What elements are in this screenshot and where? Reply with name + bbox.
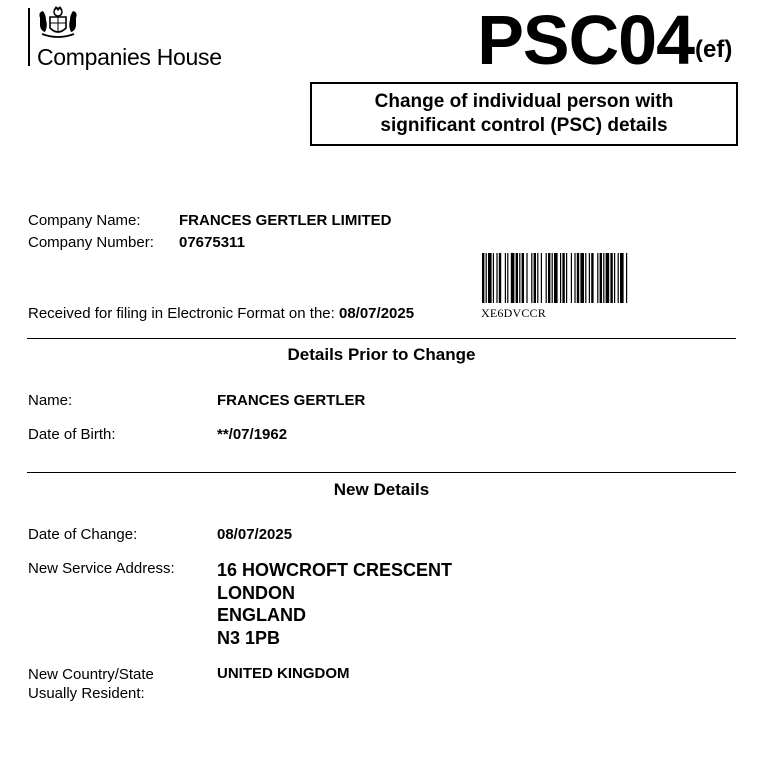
- barcode-text: XE6DVCCR: [481, 306, 546, 320]
- company-number-value: 07675311: [179, 234, 245, 251]
- received-label: Received for filing in Electronic Format on the:: [28, 305, 335, 322]
- country-value: UNITED KINGDOM: [217, 665, 350, 682]
- logo-divider: [28, 8, 30, 66]
- form-code-suffix: (ef): [695, 36, 733, 63]
- company-name-value: FRANCES GERTLER LIMITED: [179, 212, 392, 229]
- country-label-line-2: Usually Resident:: [28, 685, 145, 702]
- address-line: N3 1PB: [217, 627, 281, 648]
- form-code: PSC04: [477, 1, 694, 79]
- change-date-value: 08/07/2025: [217, 526, 293, 543]
- prior-name-label: Name:: [28, 392, 73, 409]
- country-label: [28, 665, 154, 703]
- royal-coat-of-arms-icon: [36, 6, 80, 40]
- section-divider: [27, 338, 736, 339]
- company-name-label: Company Name:: [28, 212, 141, 229]
- barcode-icon: [482, 253, 728, 303]
- received-date: 08/07/2025: [338, 305, 415, 322]
- country-label-line-1: New Country/State: [28, 666, 154, 683]
- section-heading-prior: Details Prior to Change: [287, 345, 476, 364]
- section-divider: [27, 472, 736, 473]
- address-line: LONDON: [217, 582, 295, 603]
- prior-dob-label: Date of Birth:: [28, 426, 116, 443]
- address-line: 16 HOWCROFT CRESCENT: [217, 560, 453, 580]
- received-line: [28, 305, 414, 322]
- address-line: ENGLAND: [217, 605, 306, 625]
- section-heading-new: New Details: [333, 480, 430, 499]
- prior-dob-value: **/07/1962: [217, 426, 288, 443]
- form-title-line-2: significant control (PSC) details: [380, 115, 668, 136]
- service-address-label: New Service Address:: [28, 560, 175, 577]
- form-title-box: [310, 82, 738, 146]
- organisation-name: Companies House: [37, 44, 222, 70]
- form-title-line-1: Change of individual person with: [374, 91, 674, 112]
- change-date-label: Date of Change:: [28, 526, 138, 543]
- prior-name-value: FRANCES GERTLER: [217, 392, 366, 409]
- company-number-label: Company Number:: [28, 234, 154, 251]
- service-address-value: [217, 559, 452, 649]
